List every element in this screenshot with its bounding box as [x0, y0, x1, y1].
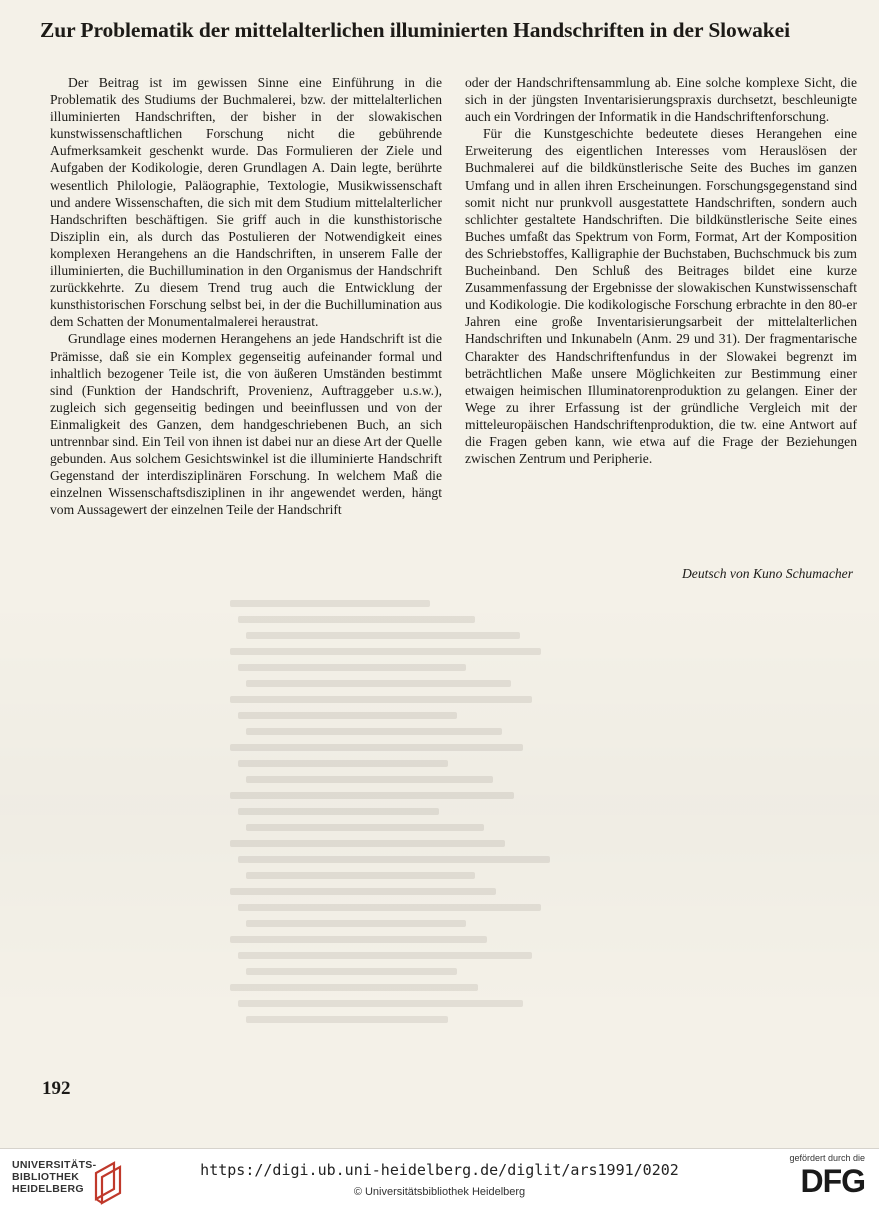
show-through-line	[246, 824, 484, 831]
copyright-notice: © Universitätsbibliothek Heidelberg	[353, 1186, 526, 1198]
permalink-url[interactable]: https://digi.ub.uni-heidelberg.de/diglit/ars1991/0202	[200, 1161, 679, 1179]
show-through-line	[230, 888, 496, 895]
show-through-line	[230, 840, 505, 847]
page-number: 192	[42, 1078, 71, 1099]
show-through-line	[246, 776, 493, 783]
show-through-line	[230, 744, 523, 751]
right-text-column	[465, 74, 857, 467]
show-through-line	[238, 904, 541, 911]
show-through-line	[246, 632, 520, 639]
show-through-line	[246, 920, 466, 927]
show-through-line	[230, 696, 532, 703]
body-paragraph: Der Beitrag ist im gewissen Sinne eine Einführung in die Problematik des Studiums der Buchmalerei, bzw. der mittelalterlichen illuminierten Handschriften, der bisher in der slowakischen kunstwissenschaftlichen Forschung nicht die gebührende Aufmerksamkeit geschenkt wurde. Das Formulieren der Ziele und Aufgaben der Kodikologie, deren Grundlagen A. Dain legte, berührte wesentlich Philologie, Paläographie, Textologie, Musikwissenschaft und andere Wissenschaften, die sich mit dem Studium mittelalterlicher Handschriften beschäftigen. Sie griff auch in die kunsthistorische Disziplin ein, als durch das Postulieren der Notwendigkeit eines komplexen Herangehens an die Handschriften, in unserem Falle der illuminierten, die Buchillumination in den Organismus der Handschrift zurückkehrte. Zu diesem Trend trug auch die Entwicklung der kunsthistorischen Forschung selbst bei, in der die Buchillumination aus dem Schatten der Monumentalmalerei heraustrat.	[50, 75, 442, 330]
show-through-line	[246, 1016, 448, 1023]
show-through-line	[238, 1000, 523, 1007]
translator-credit: Deutsch von Kuno Schumacher	[681, 566, 853, 581]
show-through-line	[246, 968, 457, 975]
funding-caption: gefördert durch die	[789, 1153, 865, 1163]
show-through-line	[246, 872, 475, 879]
library-name-line: UNIVERSITÄTS-	[12, 1159, 97, 1171]
show-through-line	[238, 712, 457, 719]
show-through-line	[238, 952, 532, 959]
show-through-line	[238, 808, 439, 815]
library-name-line: HEIDELBERG	[12, 1183, 84, 1195]
body-paragraph-continued: oder der Handschriftensammlung ab. Eine solche komplexe Sicht, die sich in der jüngsten Inventarisierungspraxis durchsetzt, beschleunigte auch ein Vordringen der Informatik in die Handschriftenforschung.	[465, 75, 857, 125]
article-title: Zur Problematik der mittelalterlichen illuminierten Handschriften in der Slowakei	[40, 18, 790, 42]
body-paragraph: Für die Kunstgeschichte bedeutete dieses Herangehen eine Erweiterung des eigentlichen Interesses vom Herauslösen der Buchmalerei auf die bildkünstlerische Seite des Buches im ganzen Umfang und in allen ihren Erscheinungen. Forschungsgegenstand sind somit nicht nur prunkvoll ausgestattete Handschriften, sondern auch schlichter gestaltete Handschriften. Die bildkünstlerische Seite eines Buches umfaßt das Spektrum von Form, Format, Art der Komposition des Schriebstoffes, Kalligraphie der Buchstaben, Buchschmuck bis zum Bucheinband. Den Schluß des Beitrages bildet eine kurze Zusammenfassung der Ergebnisse der slowakischen Kunstwissenschaft und Kodikologie. Die kodikologische Forschung erbrachte in den 80-er Jahren eine große Inventarisierungsarbeit der mittelalterlichen Handschriften und Inkunabeln (Anm. 29 und 31). Der fragmentarische Charakter des Handschriftenfundus in der Slowakei begrenzt im beträchtlichen Maße unsere Möglichkeiten zur Bestimmung einer etwaigen heimischen Illuminatorenproduktion zu gelangen. Einer der Wege zu ihrer Erfassung ist der gründliche Vergleich mit der mitteleuropäischen Handschriftenproduktion, die tw. eine Antwort auf die Fragen geben kann, wie etwa auf die Frage der Beziehungen zwischen Zentrum und Peripherie.	[465, 126, 857, 467]
show-through-line	[230, 648, 541, 655]
show-through-line	[246, 680, 511, 687]
show-through-line	[246, 728, 502, 735]
show-through-line	[238, 616, 475, 623]
show-through-line	[230, 600, 430, 607]
funder-block[interactable]	[775, 1153, 865, 1207]
show-through-line	[238, 856, 550, 863]
show-through-line	[238, 664, 466, 671]
show-through-line	[238, 760, 448, 767]
show-through-line	[230, 792, 514, 799]
library-name-line: BIBLIOTHEK	[12, 1171, 80, 1183]
show-through-line	[230, 984, 478, 991]
show-through-line	[230, 936, 487, 943]
digitization-footer	[0, 1148, 879, 1210]
left-text-column	[50, 74, 442, 518]
dfg-logo-icon: DFG	[800, 1163, 865, 1199]
body-paragraph: Grundlage eines modernen Herangehens an jede Handschrift ist die Prämisse, daß sie ein Komplex gegenseitig aufeinander formal und inhaltlich bezogener Teile ist, die von äußeren Umständen bestimmt sind (Funktion der Handschrift, Provenienz, Auftraggeber u.s.w.), zugleich sich gegenseitig bedingen und beeinflussen und von der Einmaligkeit des Ganzen, dem handgeschriebenen Buch, an sich untrennbar sind. Ein Teil von ihnen ist dabei nur an diese Art der Quelle gebunden. Aus solchem Gesichtswinkel ist die illuminierte Handschrift Gegenstand der interdisziplinären Forschung. In welchem Maß die einzelnen Wissenschaftsdisziplinen in ihr angewendet werden, hängt vom Aussagewert der einzelnen Teile der Handschrift	[50, 331, 442, 518]
